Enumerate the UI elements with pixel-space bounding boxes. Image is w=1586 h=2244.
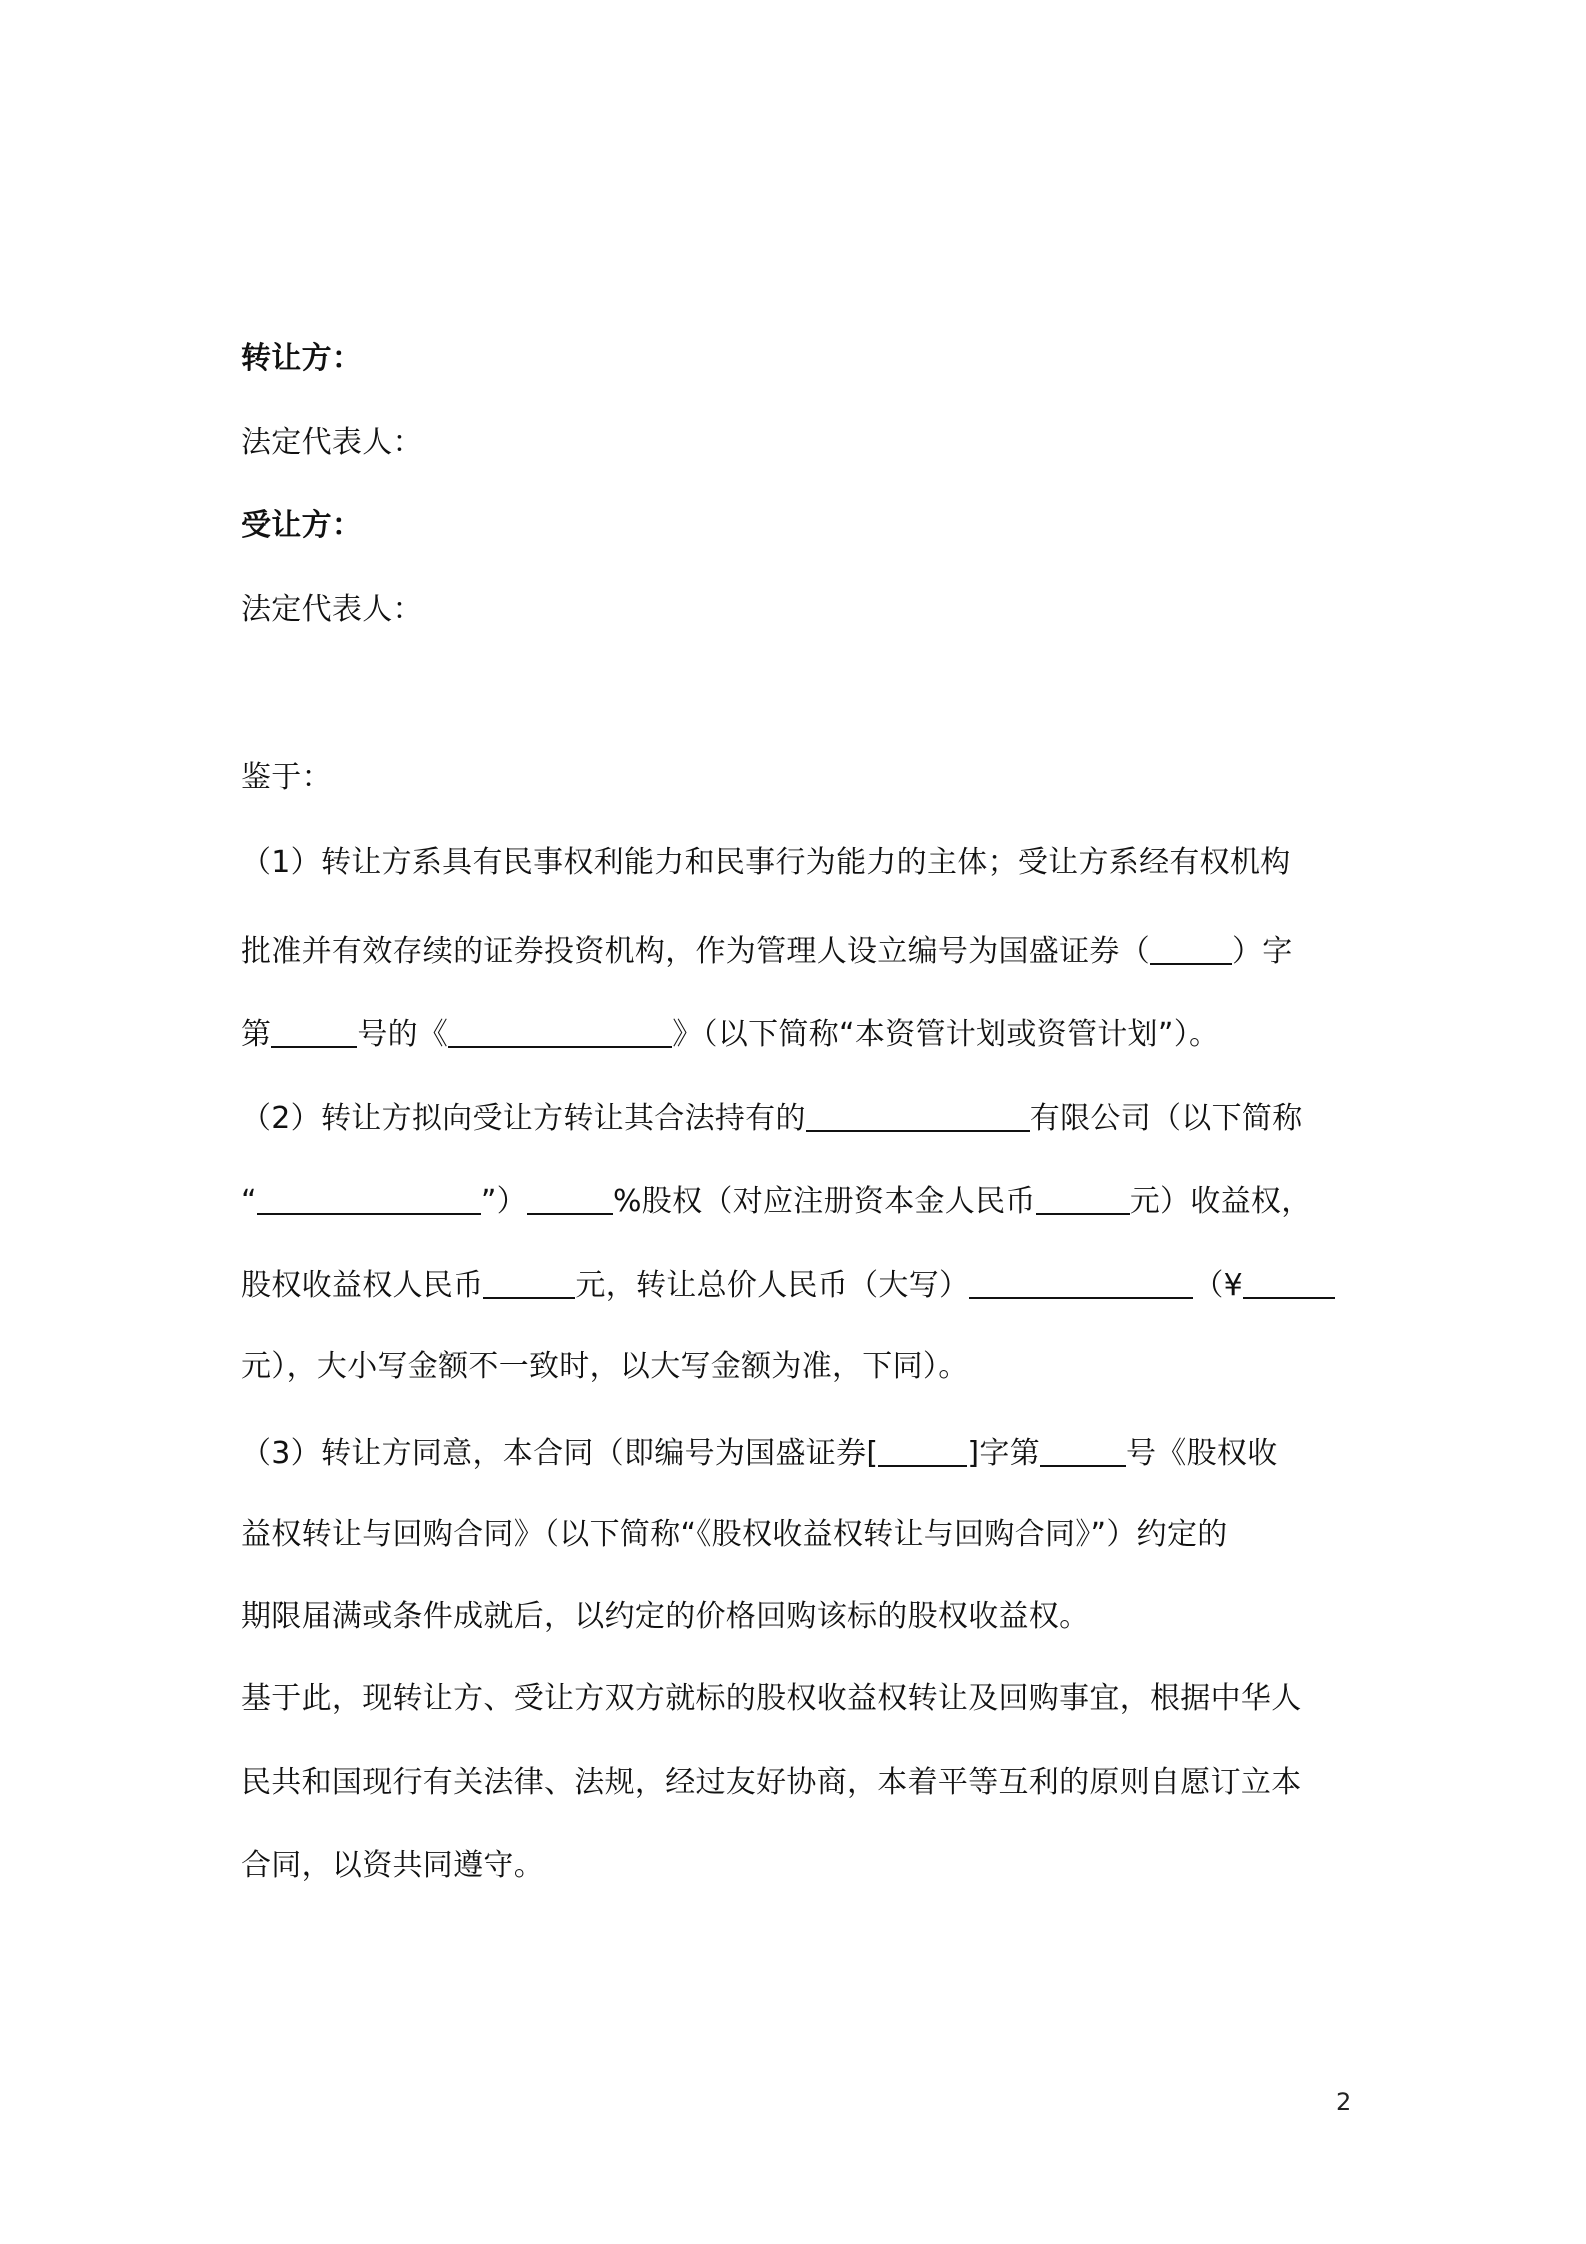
clause2-line2 (241, 1182, 1312, 1222)
clause2-line3-text-b: 元，转让总价人民币（大写） (575, 1268, 970, 1303)
conclusion-line2: 民共和国现行有关法律、法规，经过友好协商，本着平等互利的原则自愿订立本 (241, 1765, 1302, 1800)
equity-percent-blank (527, 1183, 613, 1215)
clause2-line3 (241, 1266, 1335, 1306)
clause3-line1-text-c: 号《股权收 (1126, 1436, 1278, 1471)
whereas-heading: 鉴于： (241, 760, 332, 795)
conclusion-line3: 合同，以资共同遵守。 (241, 1848, 544, 1883)
plan-code-blank (1150, 933, 1232, 965)
plan-name-blank (448, 1016, 672, 1048)
clause1-line3-text-c: 》（以下简称“本资管计划或资管计划”）。 (672, 1017, 1220, 1052)
income-right-amount-blank (483, 1267, 575, 1299)
clause2-line3-text-a: 股权收益权人民币 (241, 1268, 484, 1303)
transferee-label: 受让方： (241, 508, 363, 543)
clause1-line2-text-a: 批准并有效存续的证券投资机构，作为管理人设立编号为国盛证券（ (241, 934, 1150, 969)
clause3-line2: 益权转让与回购合同》（以下简称“《股权收益权转让与回购合同》”）约定的 (241, 1517, 1228, 1552)
clause1-line3 (241, 1015, 1219, 1055)
conclusion-line1: 基于此，现转让方、受让方双方就标的股权收益权转让及回购事宜，根据中华人 (241, 1681, 1302, 1716)
clause3-line1-text-b: ]字第 (967, 1436, 1040, 1471)
clause3-line1 (241, 1434, 1278, 1474)
clause2-line1 (241, 1099, 1303, 1139)
transferor-representative-label: 法定代表人： (241, 425, 423, 460)
company-name-blank (806, 1100, 1030, 1132)
registered-capital-blank (1036, 1183, 1130, 1215)
total-price-uppercase-blank (969, 1267, 1193, 1299)
transferor-label: 转让方： (241, 341, 363, 376)
company-short-name-blank (257, 1183, 481, 1215)
clause2-line2-text-d: 元）收益权， (1129, 1184, 1312, 1219)
clause1-line3-text-b: 号的《 (357, 1017, 449, 1052)
clause3-line3: 期限届满或条件成就后，以约定的价格回购该标的股权收益权。 (241, 1599, 1090, 1634)
clause1-line3-text-a: 第 (241, 1017, 272, 1052)
page-number: 2 (1336, 2088, 1352, 2116)
clause2-line4: 元），大小写金额不一致时，以大写金额为准，下同）。 (241, 1349, 969, 1384)
clause1-line2 (241, 932, 1293, 972)
clause2-line2-text-a: “ (241, 1184, 257, 1219)
contract-number-blank (1040, 1435, 1126, 1467)
contract-code-blank (878, 1435, 967, 1467)
clause2-line1-text-b: 有限公司（以下简称 (1029, 1101, 1303, 1136)
transferee-representative-label: 法定代表人： (241, 592, 423, 627)
clause2-line3-text-c: （¥ (1193, 1268, 1243, 1303)
clause3-line1-text-a: （3）转让方同意，本合同（即编号为国盛证券[ (241, 1436, 879, 1471)
clause1-line2-text-b: ）字 (1232, 934, 1293, 969)
clause2-line2-text-c: %股权（对应注册资本金人民币 (613, 1184, 1036, 1219)
plan-number-blank (271, 1016, 357, 1048)
clause2-line2-text-b: ”） (480, 1184, 527, 1219)
total-price-figure-blank (1243, 1267, 1335, 1299)
clause1-line1: （1）转让方系具有民事权利能力和民事行为能力的主体；受让方系经有权机构 (241, 845, 1291, 880)
clause2-line1-text-a: （2）转让方拟向受让方转让其合法持有的 (241, 1101, 806, 1136)
